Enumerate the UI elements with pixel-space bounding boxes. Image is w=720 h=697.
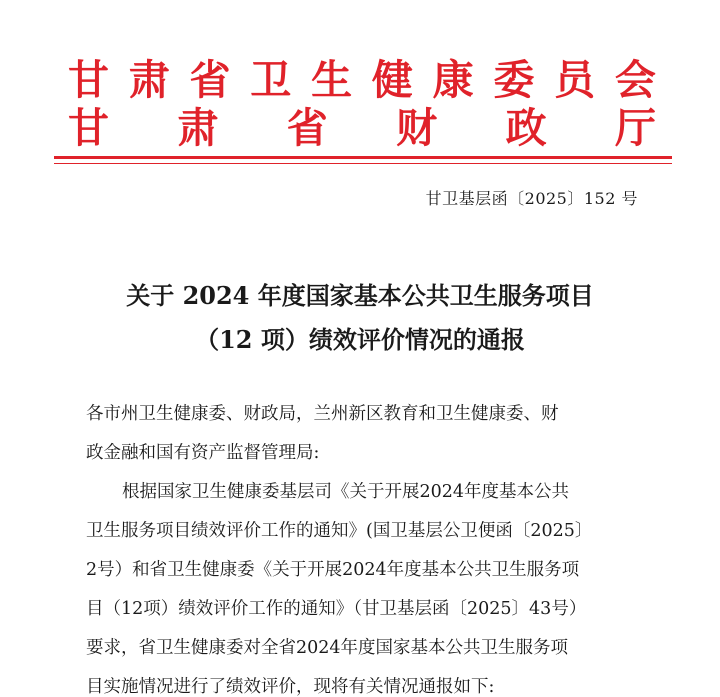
header-divider-thick xyxy=(54,156,672,159)
document-title-line-2: （12 项）绩效评价情况的通报 xyxy=(195,325,525,354)
document-title-line-1: 关于 2024 年度国家基本公共卫生服务项目 xyxy=(126,281,594,310)
issuer-char: 厅 xyxy=(614,104,656,152)
issuer-char: 省 xyxy=(189,56,231,104)
header-divider-thin xyxy=(54,163,672,164)
issuer-health-commission xyxy=(68,56,656,104)
body-line-1: 各市州卫生健康委、财政局，兰州新区教育和卫生健康委、财 xyxy=(86,404,559,424)
document-number: 甘卫基层函〔2025〕152 号 xyxy=(425,189,638,208)
body-line-4: 卫生服务项目绩效评价工作的通知》(国卫基层公卫便函〔2025〕 xyxy=(86,521,593,541)
issuer-char: 肃 xyxy=(128,56,170,104)
issuer-char: 健 xyxy=(371,56,413,104)
body-line-5: 2号）和省卫生健康委《关于开展2024年度基本公共卫生服务项 xyxy=(86,560,580,580)
issuer-char: 省 xyxy=(286,104,328,152)
issuer-char: 员 xyxy=(554,56,596,104)
issuer-char: 委 xyxy=(493,56,535,104)
issuer-char: 肃 xyxy=(177,104,219,152)
issuer-char: 财 xyxy=(396,104,438,152)
body-line-2: 政金融和国有资产监督管理局: xyxy=(86,443,320,463)
body-line-3: 根据国家卫生健康委基层司《关于开展2024年度基本公共 xyxy=(122,482,570,502)
issuer-char: 甘 xyxy=(68,104,109,152)
issuer-char: 康 xyxy=(432,56,474,104)
issuer-char: 生 xyxy=(311,56,353,104)
issuer-finance-department xyxy=(68,104,656,152)
issuer-char: 会 xyxy=(614,56,656,104)
body-line-6: 目（12项）绩效评价工作的通知》（甘卫基层函〔2025〕43号） xyxy=(86,599,587,619)
issuer-char: 甘 xyxy=(68,56,109,104)
body-line-7: 要求，省卫生健康委对全省2024年度国家基本公共卫生服务项 xyxy=(86,638,569,658)
issuer-char: 卫 xyxy=(250,56,292,104)
issuer-char: 政 xyxy=(505,104,547,152)
body-line-8: 目实施情况进行了绩效评价，现将有关情况通报如下: xyxy=(86,677,495,697)
